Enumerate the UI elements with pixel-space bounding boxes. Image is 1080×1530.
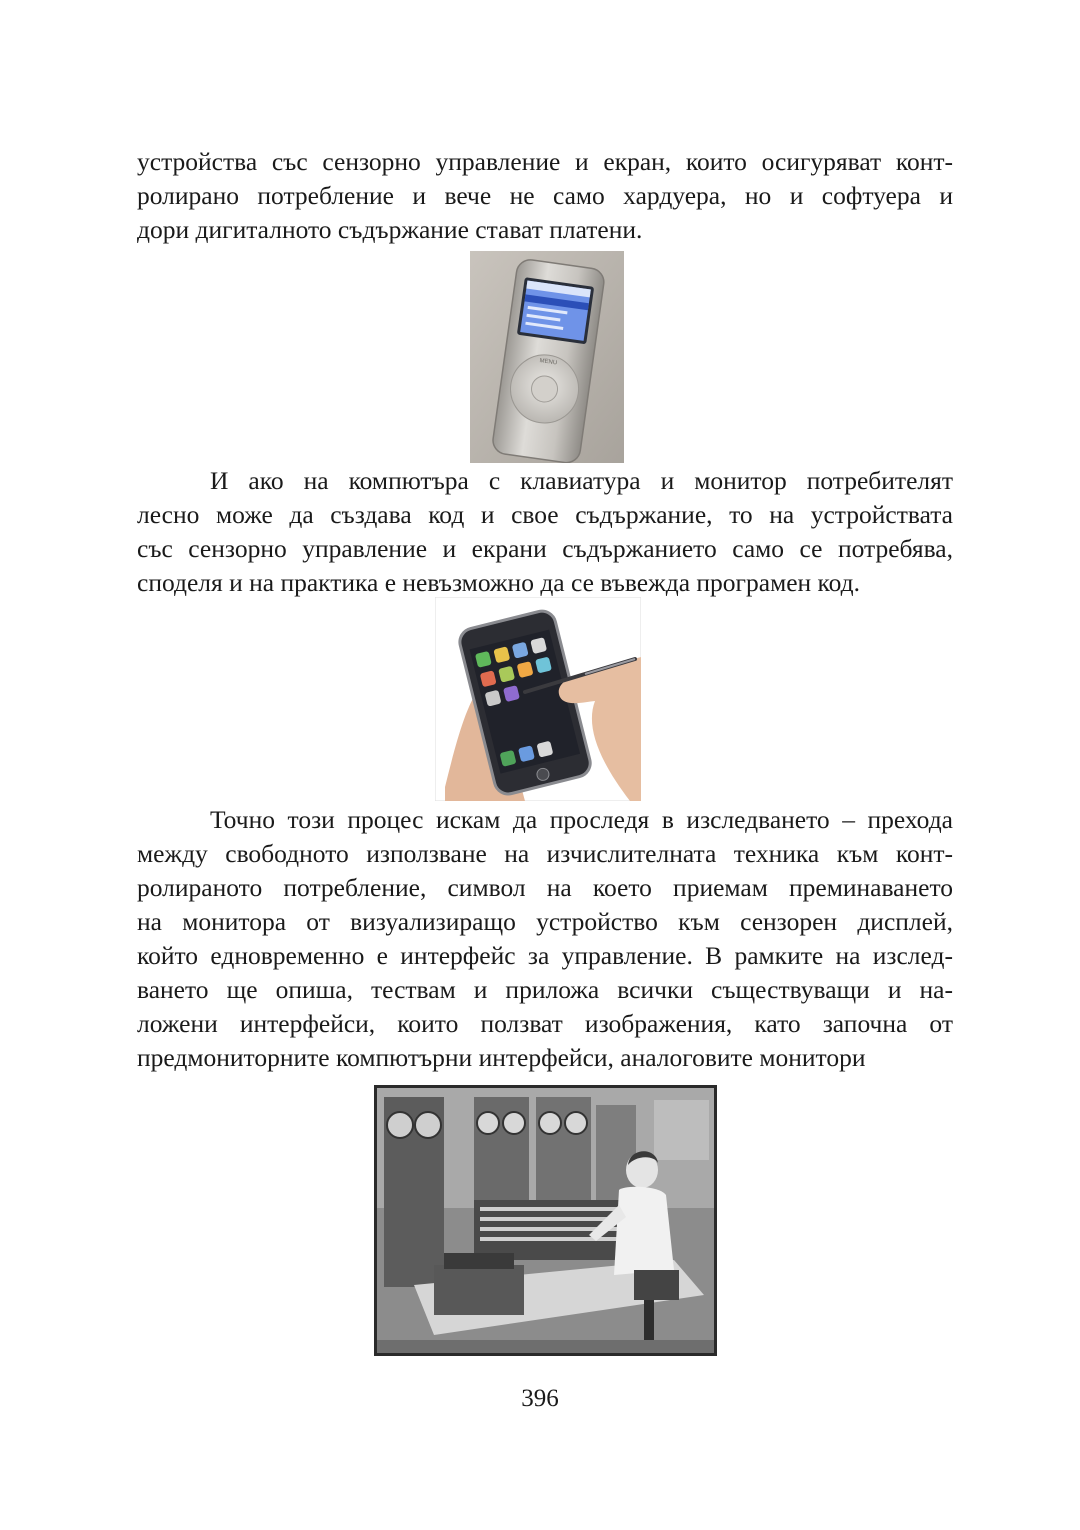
text-line: лесно може да създава код и свое съдържание, то на устройствата — [137, 500, 953, 529]
mp3-player-photo — [470, 251, 624, 463]
text-line: ролираното потребление, символ на което приемам преминаването — [137, 873, 953, 902]
text-line: И ако на компютъра с клавиатура и монитор потребителят — [210, 466, 953, 495]
text-line: със сензорно управление и екрани съдържанието само се потребява, — [137, 534, 953, 563]
text-line: ложени интерфейси, които ползват изображения, като започна от — [137, 1009, 953, 1038]
text-line: споделя и на практика е невъзможно да се въвежда програмен код. — [137, 568, 861, 597]
paragraph-3 — [137, 803, 953, 1075]
mp3-player-illustration — [470, 251, 624, 463]
mainframe-illustration — [374, 1085, 717, 1356]
paragraph-2 — [137, 464, 953, 600]
text-line: ролирано потребление и вече не само хардуера, но и софтуера и — [137, 181, 953, 210]
text-line: между свободното използване на изчислителната техника към конт- — [137, 839, 953, 868]
svg-text:MENU: MENU — [539, 358, 558, 367]
text-line: предмониторните компютърни интерфейси, аналоговите монитори — [137, 1043, 866, 1072]
text-line: устройства със сензорно управление и екран, които осигуряват конт- — [137, 147, 953, 176]
touchscreen-phone-photo — [435, 597, 641, 801]
text-line: дори дигиталното съдържание стават платени. — [137, 215, 643, 244]
mainframe-operator-photo — [374, 1085, 717, 1356]
page-number: 396 — [521, 1385, 559, 1412]
paragraph-1 — [137, 145, 953, 247]
text-line: на монитора от визуализиращо устройство към сензорен дисплей, — [137, 907, 953, 936]
text-line: Точно този процес искам да проследя в изследването – прехода — [210, 805, 953, 834]
text-line: ването ще опиша, тествам и приложа всички съществуващи и на- — [137, 975, 953, 1004]
text-line: който едновременно е интерфейс за управление. В рамките на изслед- — [137, 941, 953, 970]
touchscreen-phone-illustration — [435, 597, 641, 801]
